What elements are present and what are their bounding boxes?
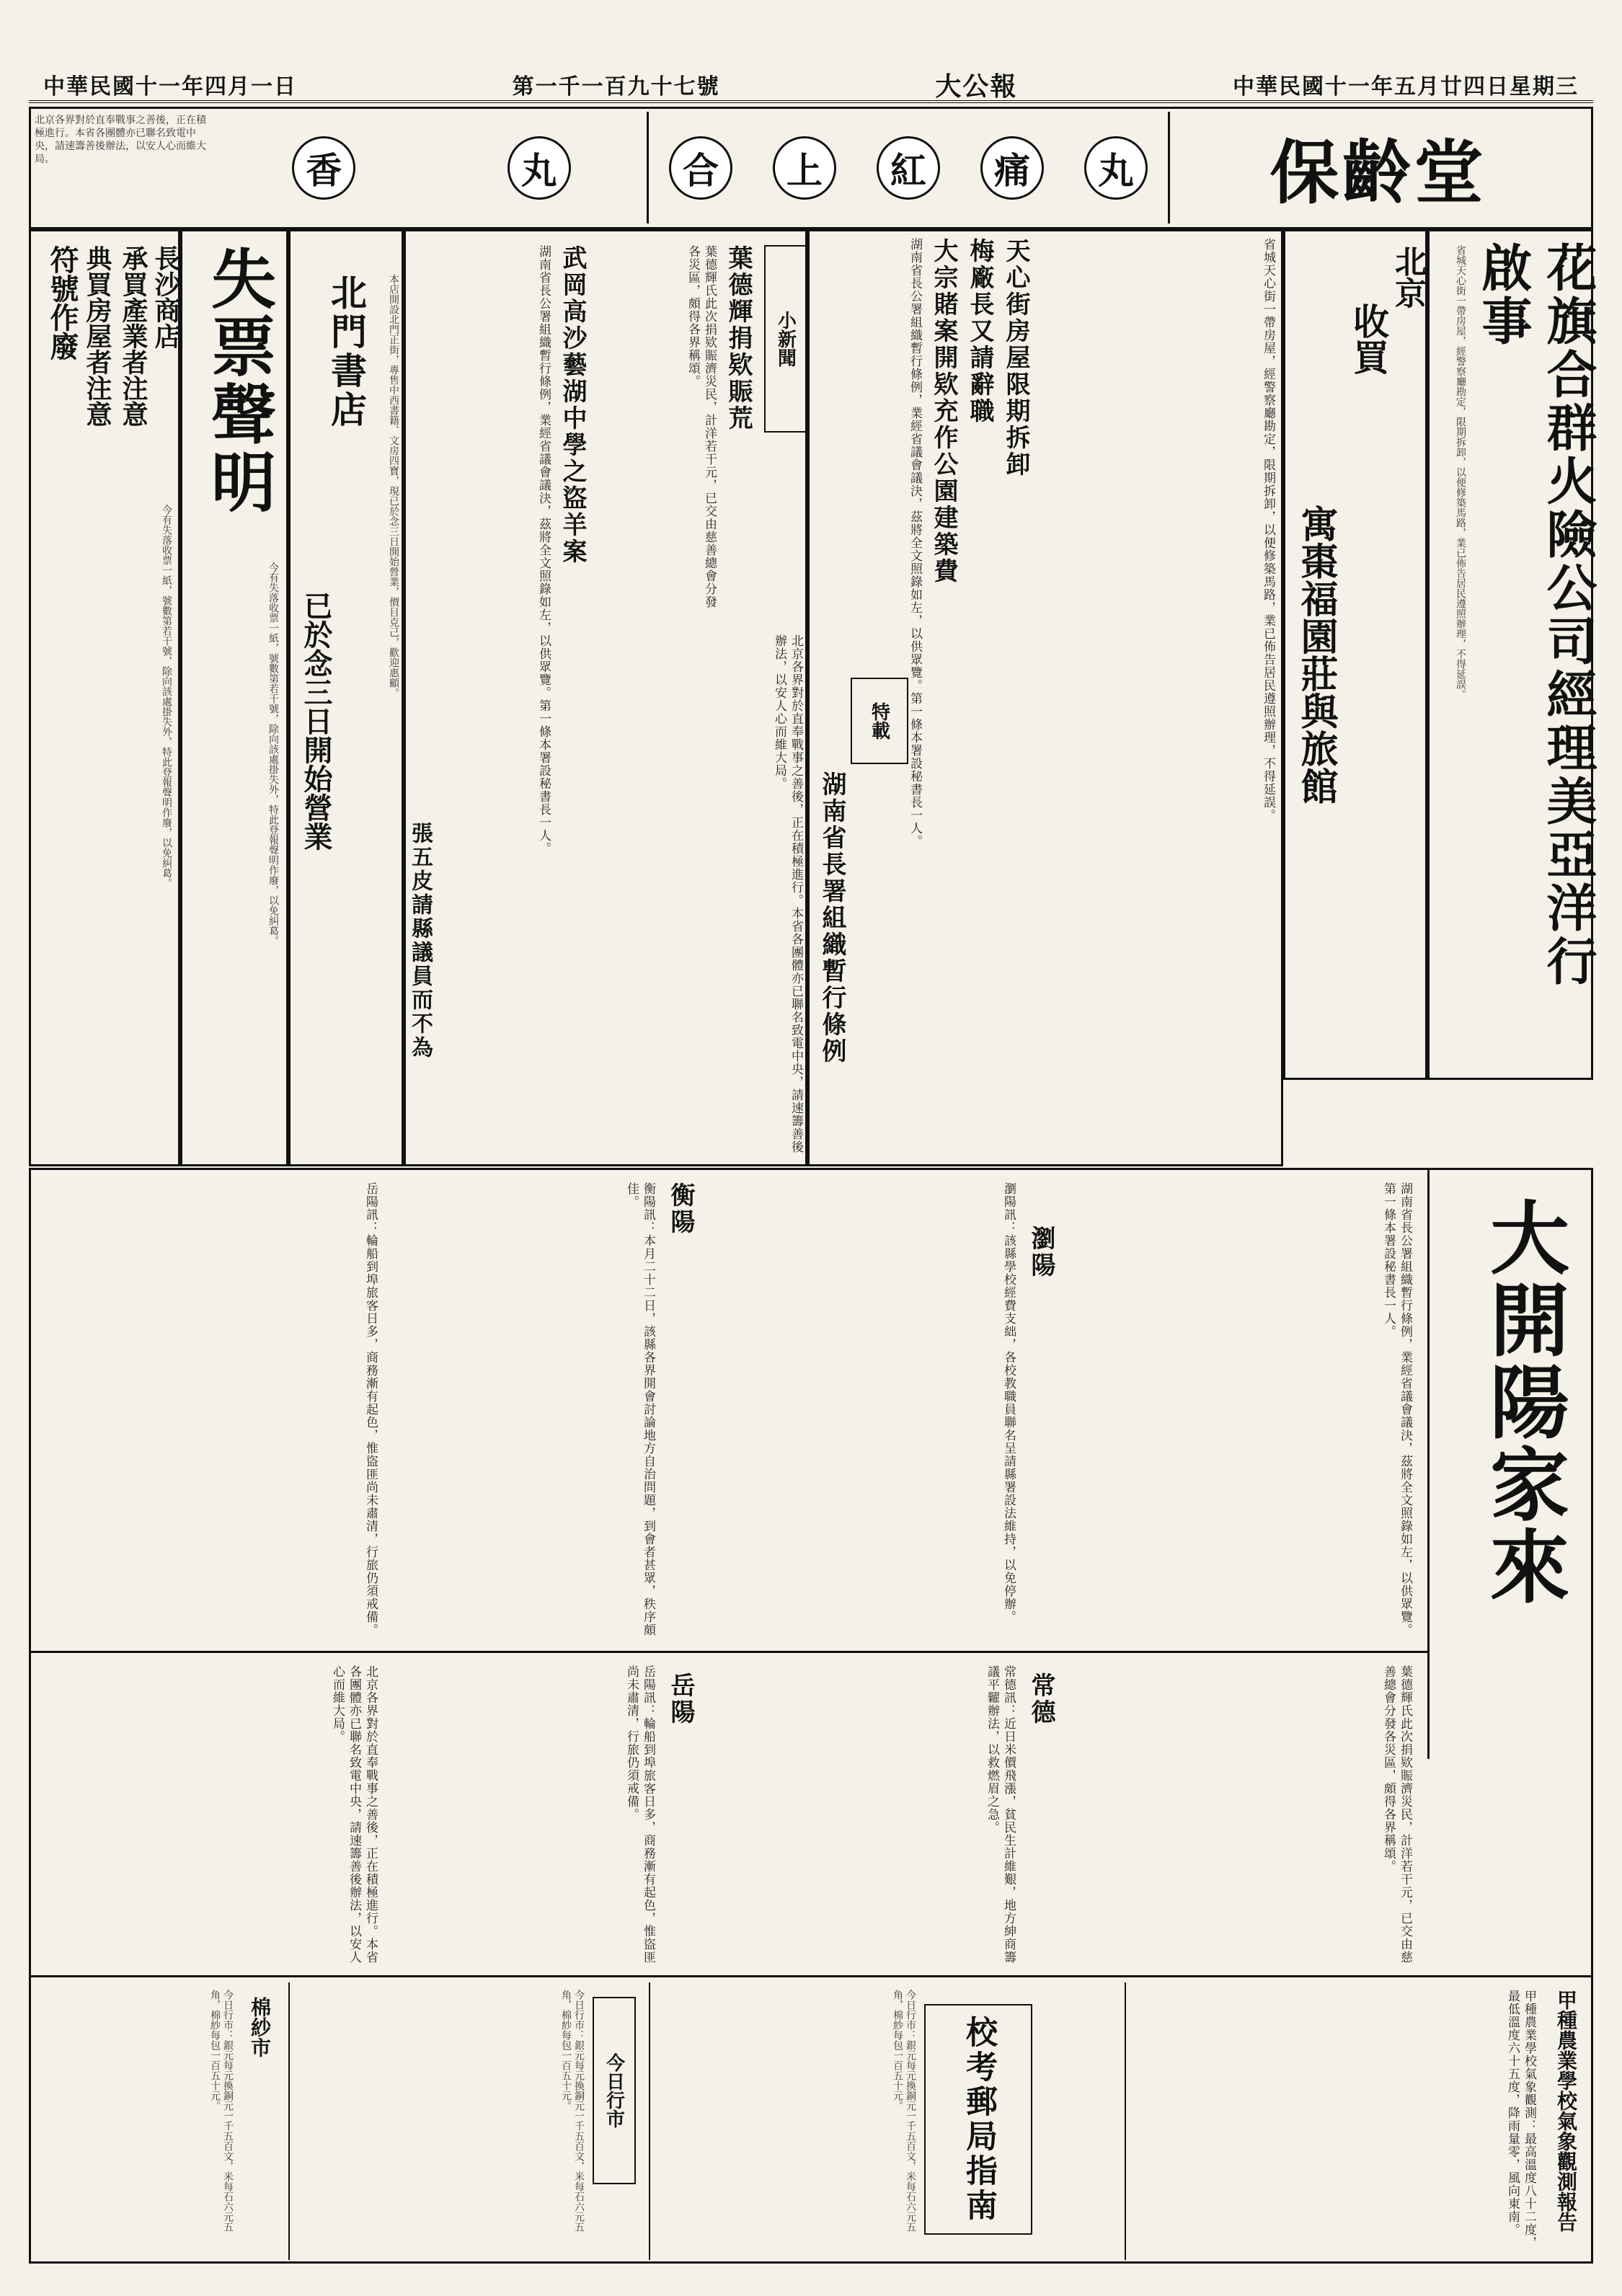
headline-meichang: 梅廠長又請辭職 — [965, 238, 994, 425]
market-mianshao-text: 今日行市：銀元每元換銅元一千五百文，米每石六元五角，棉紗每包一百五十元。 — [209, 1990, 234, 2232]
ad-pill-char: 香 — [292, 136, 355, 200]
ad-baolingtang — [1168, 112, 1586, 223]
headline-changde: 常德 — [1027, 1672, 1055, 1726]
ad-youju — [649, 1982, 1125, 2260]
ad-beijing-mid: 收買 — [1347, 303, 1390, 375]
headline-hengyang: 衡陽 — [666, 1182, 695, 1236]
headline-tianxin: 天心街房屋限期拆卸 — [1001, 238, 1030, 478]
news-lower-right-2 — [1052, 1665, 1413, 1968]
ad-left-column-body — [36, 505, 173, 1153]
ad-changsha-shangdian: 長沙商店 — [151, 245, 181, 349]
news-lower-left-2-text: 北京各界對於直奉戰事之善後，正在積極進行。本省各團體亦已聯名致電中央，請速籌善後辦法，以安人心而維大局。 — [330, 1665, 378, 1964]
top-left-notice — [35, 114, 211, 222]
news-hengyang-body — [389, 1182, 656, 1644]
market-today-text: 今日行市：銀元每元換銅元一千五百文，米每石六元五角，棉紗每包一百五十元。 — [560, 1990, 585, 2232]
masthead-paper-name: 大公報 — [935, 71, 1018, 102]
market-today-box — [593, 1997, 636, 2184]
ad-beimen-title: 北門書店 — [325, 274, 368, 430]
news-yedehui-text: 葉德輝氏此次捐欵賑濟災民，計洋若干元，已交由慈善總會分發各災區，頗得各界稱頌。 — [686, 245, 717, 608]
news-lower-xiaoxinwen-text: 北京各界對於直奉戰事之善後，正在積極進行。本省各團體亦已聯名致電中央，請速籌善後辦法，以安人心而維大局。 — [772, 634, 803, 1153]
ad-dakaiyang — [1427, 1168, 1593, 1759]
ad-shipiao-title: 失票聲明 — [200, 245, 276, 516]
ad-pill-char: 痛 — [980, 136, 1044, 200]
divider-bottom-tier — [29, 1975, 1593, 1977]
ad-beimen-opening: 已於念三日開始營業 — [299, 591, 333, 851]
ad-pill-char: 紅 — [877, 136, 940, 200]
news-lower-xiaoxinwen — [591, 634, 804, 1153]
market-mianshao-title: 棉紗市 — [248, 1997, 272, 2057]
ad-meiya-body-text: 省城天心街一帶房屋，經警察廳勘定，限期拆卸，以便修築馬路，業已佈告居民遵照辦理，不得延誤。 — [1455, 245, 1466, 699]
ad-left-column-text: 今有失落收票一紙，號數第若干號，除向該處掛失外，特此登報聲明作廢，以免糾葛。 — [161, 505, 172, 888]
ad-dianmai: 典買房屋者注意 — [82, 245, 112, 427]
section-teza-label: 特載 — [868, 702, 890, 740]
ad-pill-char: 上 — [773, 136, 836, 200]
ad-youju-body — [657, 1990, 917, 2249]
headline-wugang: 武岡高沙藝湖中學之盜羊案 — [558, 245, 587, 565]
market-mianshao — [29, 1982, 288, 2260]
ad-youju-text: 今日行市：銀元每元換銅元一千五百文，米每石六元五角，棉紗每包一百五十元。 — [892, 1990, 916, 2232]
market-mianshao-body — [40, 1990, 234, 2249]
headline-hunan-shengzhang: 湖南省長署組織暫行條例 — [817, 771, 846, 1065]
news-lower-left-1-text: 岳陽訊：輪船到埠旅客日多，商務漸有起色，惟盜匪尚未肅清，行旅仍須戒備。 — [363, 1182, 378, 1636]
weather-report-text: 甲種農業學校氣象觀測：最高溫度八十二度，最低溫度六十五度，降雨量零，風向東南。 — [1505, 1990, 1536, 2249]
weather-report-title: 甲種農業學校氣象觀測報告 — [1554, 1990, 1578, 2232]
market-today-title: 今日行市 — [603, 2053, 625, 2128]
ad-pill-char: 丸 — [1084, 136, 1148, 200]
ad-shipiao-body — [186, 562, 280, 1153]
news-wugang-text: 湖南省長公署組織暫行條例，業經省議會議決，茲將全文照錄如左，以供眾覽。第一條本署設秘書長一人。 — [536, 245, 551, 855]
ad-pill-char: 丸 — [508, 136, 571, 200]
news-changde-body — [815, 1665, 1016, 1968]
news-tianxin-text: 省城天心街一帶房屋，經警察廳勘定，限期拆卸，以便修築馬路，業已佈告居民遵照辦理，不得延誤。 — [1261, 238, 1275, 822]
news-lower-right-1 — [1052, 1182, 1413, 1644]
weather-report-body — [1133, 1990, 1537, 2249]
ad-dakaiyang-title: 大開陽家來 — [1477, 1197, 1570, 1608]
ad-beijing-right: 寓棗福園莊與旅館 — [1294, 505, 1338, 805]
ad-meiya-body — [1435, 245, 1467, 1067]
masthead — [29, 68, 1593, 103]
headline-yedehui: 葉德輝捐欵賑荒 — [724, 245, 753, 432]
ad-beimen-body — [364, 274, 400, 1139]
news-yueyang-text: 岳陽訊：輪船到埠旅客日多，商務漸有起色，惟盜匪尚未肅清，行旅仍須戒備。 — [624, 1665, 655, 1964]
news-hengyang-text: 衡陽訊：本月二十二日，該縣各界開會討論地方自治問題，到會者甚眾，秩序頗佳。 — [624, 1182, 655, 1636]
headline-yueyang: 岳陽 — [666, 1672, 695, 1726]
news-lower-right-2-text: 葉德輝氏此次捐欵賑濟災民，計洋若干元，已交由慈善總會分發各災區，頗得各界稱頌。 — [1381, 1665, 1412, 1964]
ad-pill-char: 合 — [669, 136, 732, 200]
top-left-notice-text: 北京各界對於直奉戰事之善後，正在積極進行。本省各團體亦已聯名致電中央，請速籌善後辦法，以安人心而維大局。 — [35, 115, 206, 165]
news-lower-left-1 — [40, 1182, 378, 1644]
headline-zhangwupi: 張五皮請縣議員而不為 — [407, 822, 433, 1060]
ad-shipiao-body-text: 今有失落收票一紙，號數第若干號，除向該處掛失外，特此登報聲明作廢，以免糾葛。 — [267, 562, 279, 946]
section-xiaoxinwen — [764, 245, 807, 433]
masthead-date-left: 中華民國十一年四月一日 — [43, 74, 297, 99]
masthead-date-right: 中華民國十一年五月廿四日星期三 — [1232, 74, 1579, 99]
ad-chengmai: 承買產業者注意 — [118, 245, 149, 427]
ad-baolingtang-title: 保齡堂 — [1269, 132, 1486, 213]
news-changde-text: 常德訊：近日米價飛漲，貧民生計維艱，地方紳商籌議平糶辦法，以救燃眉之急。 — [985, 1665, 1016, 1964]
ad-meiya-title: 花旗合群火險公司經理美亞洋行啟事 — [1473, 241, 1598, 988]
section-teza — [851, 678, 908, 764]
market-today-body — [297, 1990, 585, 2249]
news-dazong-text: 湖南省長公署組織暫行條例，業經省議會議決，茲將全文照錄如左，以供眾覽。第一條本署設秘書長一人。 — [908, 238, 922, 848]
news-liuyang-body — [815, 1182, 1016, 1644]
headline-dazong: 大宗賭案開欵充作公園建築費 — [929, 238, 958, 585]
news-liuyang-text: 瀏陽訊：該縣學校經費支絀，各校教職員聯名呈請縣署設法維持，以免停辦。 — [1001, 1182, 1016, 1623]
news-yedehui-body — [591, 245, 717, 620]
weather-report — [1125, 1982, 1593, 2260]
ad-beijing-left: 北京 — [1389, 245, 1426, 309]
ad-beimen-body-text: 本店開設北門正街，專售中西書籍、文房四寶，現已於念三日開始營業，價目克己，歡迎惠顧。 — [388, 274, 399, 698]
section-xiaoxinwen-label: 小新聞 — [774, 311, 797, 367]
news-lower-left-2 — [40, 1665, 378, 1968]
ad-youju-title: 校考郵局指南 — [960, 2016, 997, 2223]
ad-pills — [649, 112, 1168, 223]
news-lower-right-1-text: 湖南省長公署組織暫行條例，業經省議會議決，茲將全文照錄如左，以供眾覽。第一條本署設秘書長一人。 — [1381, 1182, 1412, 1636]
ad-fuhao-zuofei: 符號作廢 — [45, 245, 79, 360]
news-tianxin-body — [1038, 238, 1276, 887]
headline-liuyang: 瀏陽 — [1027, 1225, 1055, 1279]
ad-pills-left — [216, 112, 649, 223]
ad-youju-box — [924, 2004, 1032, 2235]
news-yueyang-body — [389, 1665, 656, 1968]
masthead-issue: 第一千一百九十七號 — [512, 74, 720, 99]
divider-lower — [29, 1651, 1427, 1653]
market-today — [288, 1982, 649, 2260]
